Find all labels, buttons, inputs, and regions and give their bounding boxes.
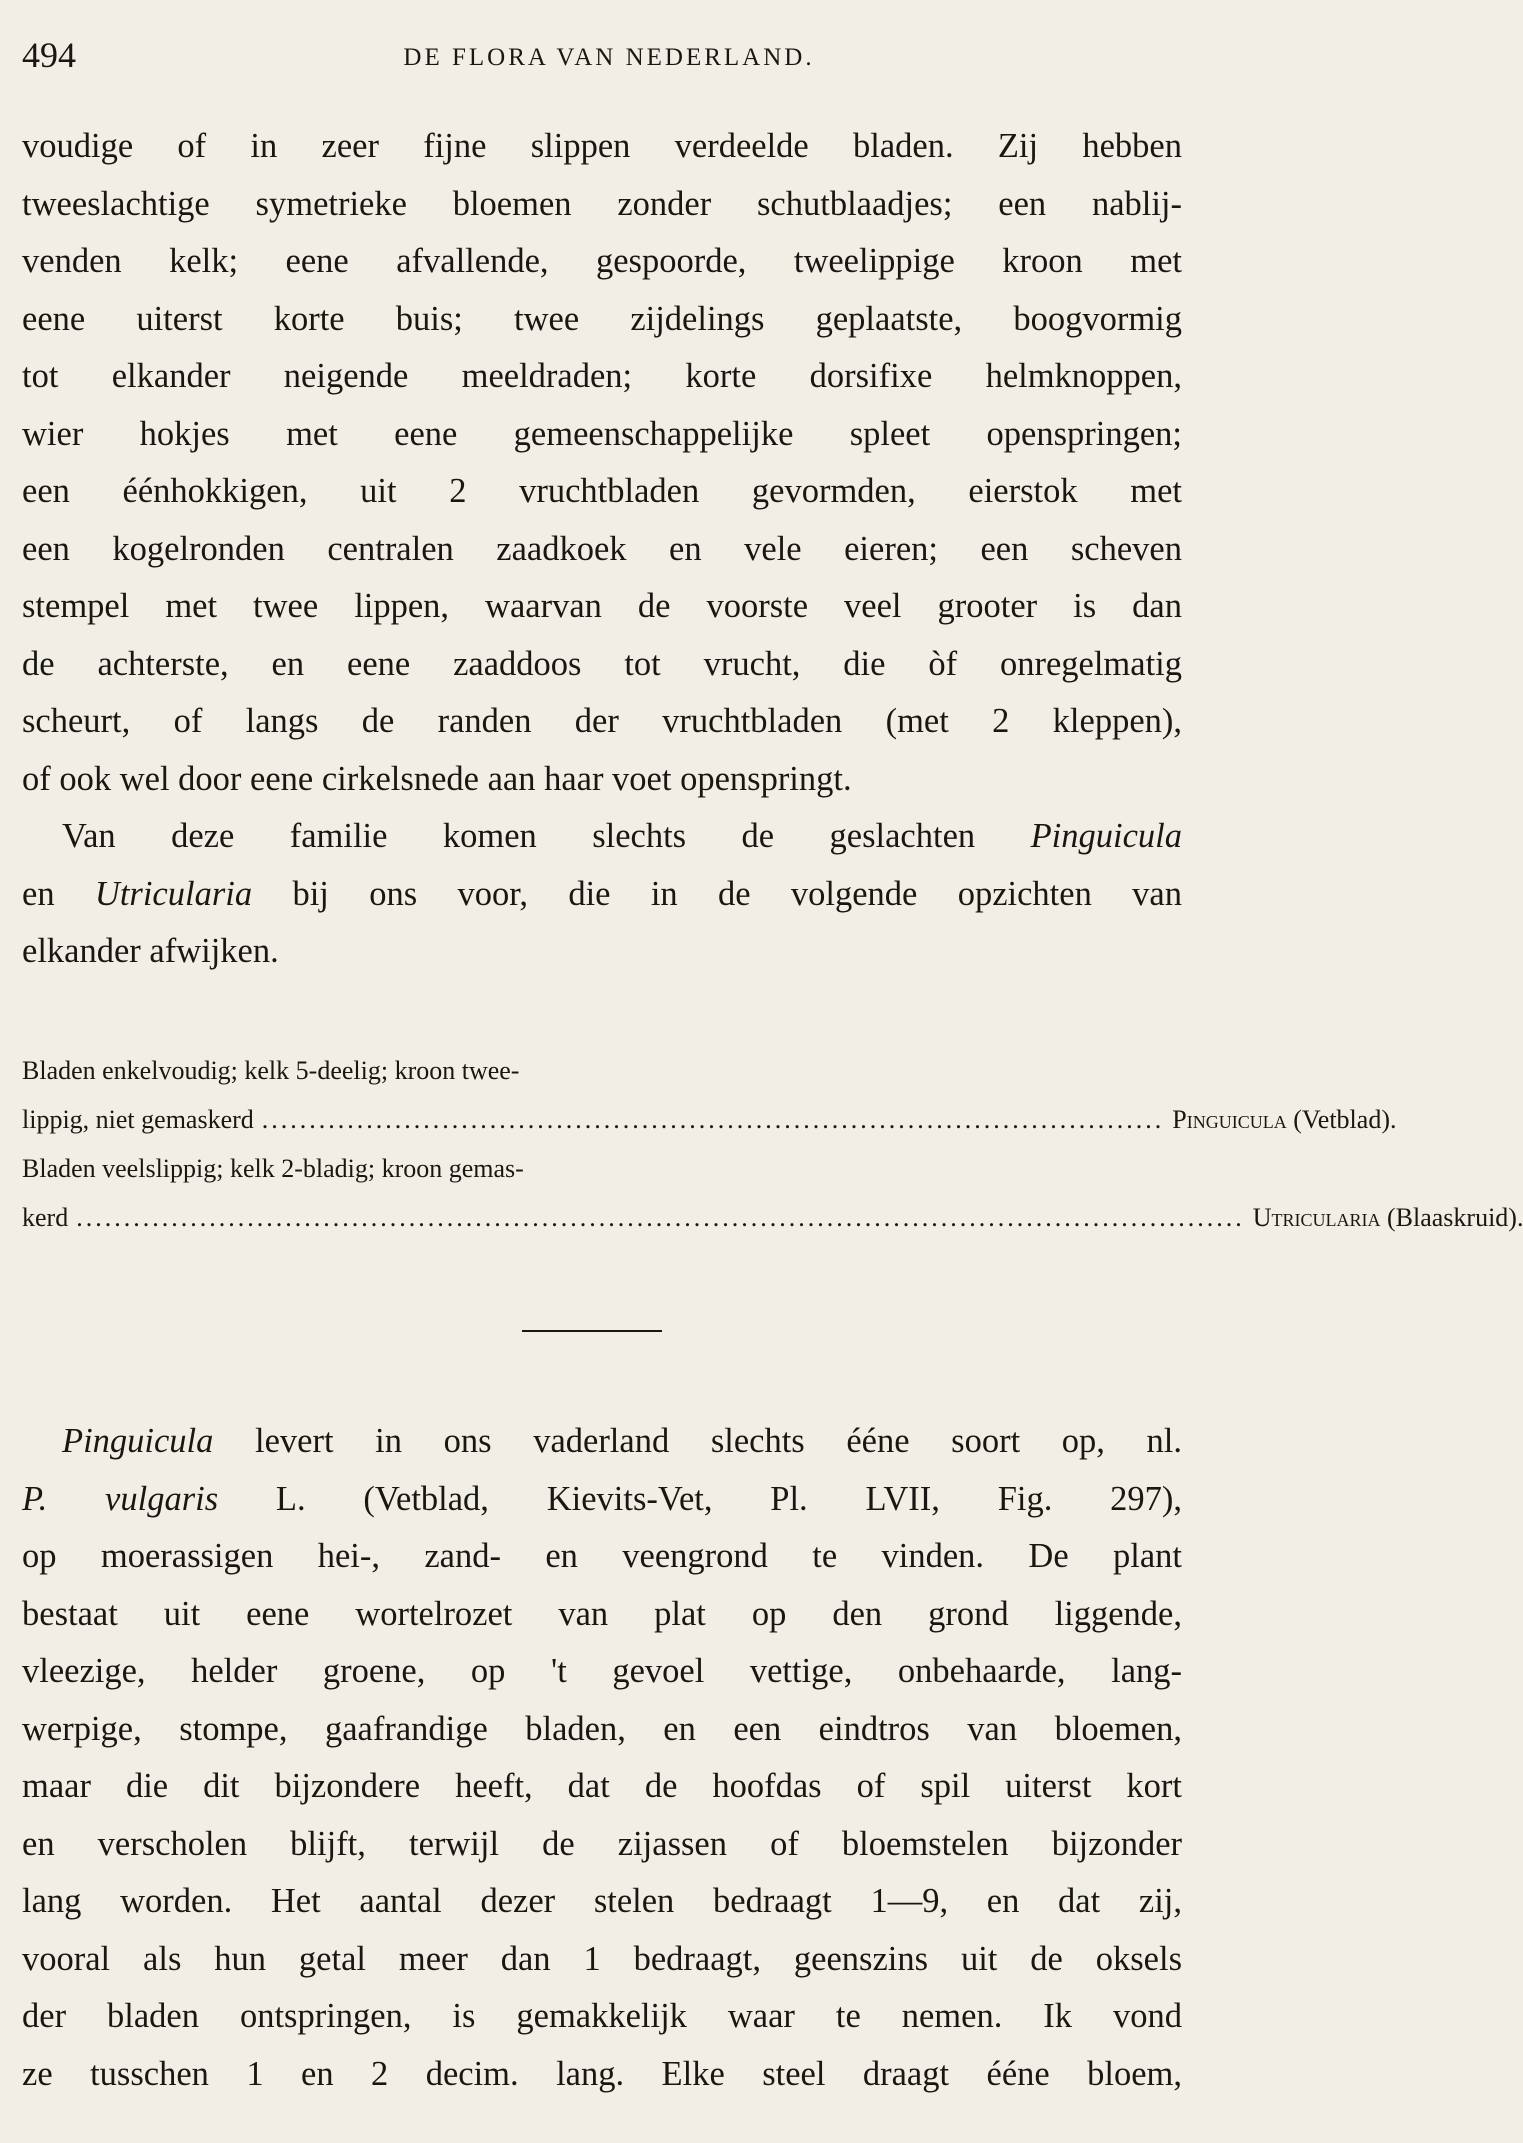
text-line: venden kelk; eene afvallende, gespoorde, tweelippige kroon met xyxy=(22,242,1182,280)
species-name: P. vulgaris xyxy=(22,1479,219,1518)
text-line xyxy=(22,1413,1182,1471)
text-line: tweeslachtige symetrieke bloemen zonder schutblaadjes; een nablij- xyxy=(22,184,1182,223)
text-line: der bladen ontspringen, is gemakkelijk waar te nemen. Ik vond xyxy=(22,1997,1182,2035)
text-line: scheurt, of langs de randen der vruchtbladen (met 2 kleppen), xyxy=(22,702,1182,740)
genus-name: Pinguicula xyxy=(1030,817,1182,855)
page-number: 494 xyxy=(22,35,76,75)
text-fragment: bij ons voor, die in de volgende opzichten van xyxy=(252,874,1182,913)
text-line: en verscholen blijft, terwijl de zijassen of bloemstelen bijzonder xyxy=(22,1824,1182,1863)
text-line: wier hokjes met eene gemeenschappelijke spleet openspringen; xyxy=(22,414,1182,453)
text-line: eene uiterst korte buis; twee zijdelings geplaatste, boogvormig xyxy=(22,299,1182,338)
genus-name: Utricularia xyxy=(94,874,253,913)
text-line: vooral als hun getal meer dan 1 bedraagt, geenszins uit de oksels xyxy=(22,1939,1182,1978)
key-text: lippig, niet gemaskerd xyxy=(22,1105,254,1134)
text-line: of ook wel door eene cirkelsnede aan haar voet openspringt. xyxy=(22,759,852,798)
text-line: bestaat uit eene wortelrozet van plat op den grond liggende, xyxy=(22,1594,1182,1633)
family-description xyxy=(22,118,1182,981)
pinguicula-description xyxy=(22,1413,1182,2103)
key-text: kerd xyxy=(22,1203,69,1232)
text-line xyxy=(22,1471,1182,1529)
text-line: maar die dit bijzondere heeft, dat de hoofdas of spil uiterst kort xyxy=(22,1767,1182,1805)
leader-dots: ........................................................................................................................... xyxy=(76,1203,1245,1232)
text-line xyxy=(22,808,1182,866)
text-line xyxy=(22,866,1182,924)
genus-name: Pinguicula xyxy=(1172,1105,1287,1134)
section-divider xyxy=(522,1330,662,1332)
text-fragment: levert in ons vaderland slechts ééne soort op, nl. xyxy=(213,1422,1182,1460)
common-name: (Vetblad). xyxy=(1286,1105,1397,1134)
text-line: vleezige, helder groene, op 't gevoel vettige, onbehaarde, lang- xyxy=(22,1652,1182,1690)
text-fragment: en xyxy=(22,874,95,913)
running-head xyxy=(22,28,1196,88)
running-title: DE FLORA VAN NEDERLAND. xyxy=(403,44,815,71)
key-line xyxy=(22,1095,1397,1144)
text-line: ze tusschen 1 en 2 decim. lang. Elke steel draagt ééne bloem, xyxy=(22,2054,1182,2093)
key-line: Bladen enkelvoudig; kelk 5-deelig; kroon twee- xyxy=(22,1056,520,1085)
genus-name: Utricularia xyxy=(1252,1203,1381,1232)
text-line: werpige, stompe, gaafrandige bladen, en een eindtros van bloemen, xyxy=(22,1709,1182,1748)
common-name: (Blaaskruid). xyxy=(1380,1203,1523,1232)
text-line: lang worden. Het aantal dezer stelen bedraagt 1—9, en dat zij, xyxy=(22,1882,1182,1920)
text-fragment: Van deze familie komen slechts de geslachten xyxy=(62,817,1031,855)
identification-key xyxy=(22,1046,1523,1242)
text-line: een éénhokkigen, uit 2 vruchtbladen gevormden, eierstok met xyxy=(22,472,1182,510)
key-result xyxy=(1253,1193,1523,1242)
key-line xyxy=(22,1193,1523,1242)
genus-name: Pinguicula xyxy=(62,1422,214,1460)
text-line: tot elkander neigende meeldraden; korte dorsifixe helmknoppen, xyxy=(22,357,1182,395)
text-fragment: L. (Vetblad, Kievits-Vet, Pl. LVII, Fig. 297), xyxy=(218,1479,1182,1518)
key-line: Bladen veelslippig; kelk 2-bladig; kroon gemas- xyxy=(22,1154,524,1183)
key-result xyxy=(1172,1095,1396,1144)
text-line: de achterste, en eene zaaddoos tot vrucht, die òf onregelmatig xyxy=(22,644,1182,683)
text-line: elkander afwijken. xyxy=(22,932,279,970)
text-line: een kogelronden centralen zaadkoek en vele eieren; een scheven xyxy=(22,529,1182,568)
text-line: stempel met twee lippen, waarvan de voorste veel grooter is dan xyxy=(22,587,1182,625)
text-line: voudige of in zeer fijne slippen verdeelde bladen. Zij hebben xyxy=(22,127,1182,165)
text-line: op moerassigen hei-, zand- en veengrond te vinden. De plant xyxy=(22,1537,1182,1575)
leader-dots: ............................................................................................... xyxy=(261,1105,1165,1134)
